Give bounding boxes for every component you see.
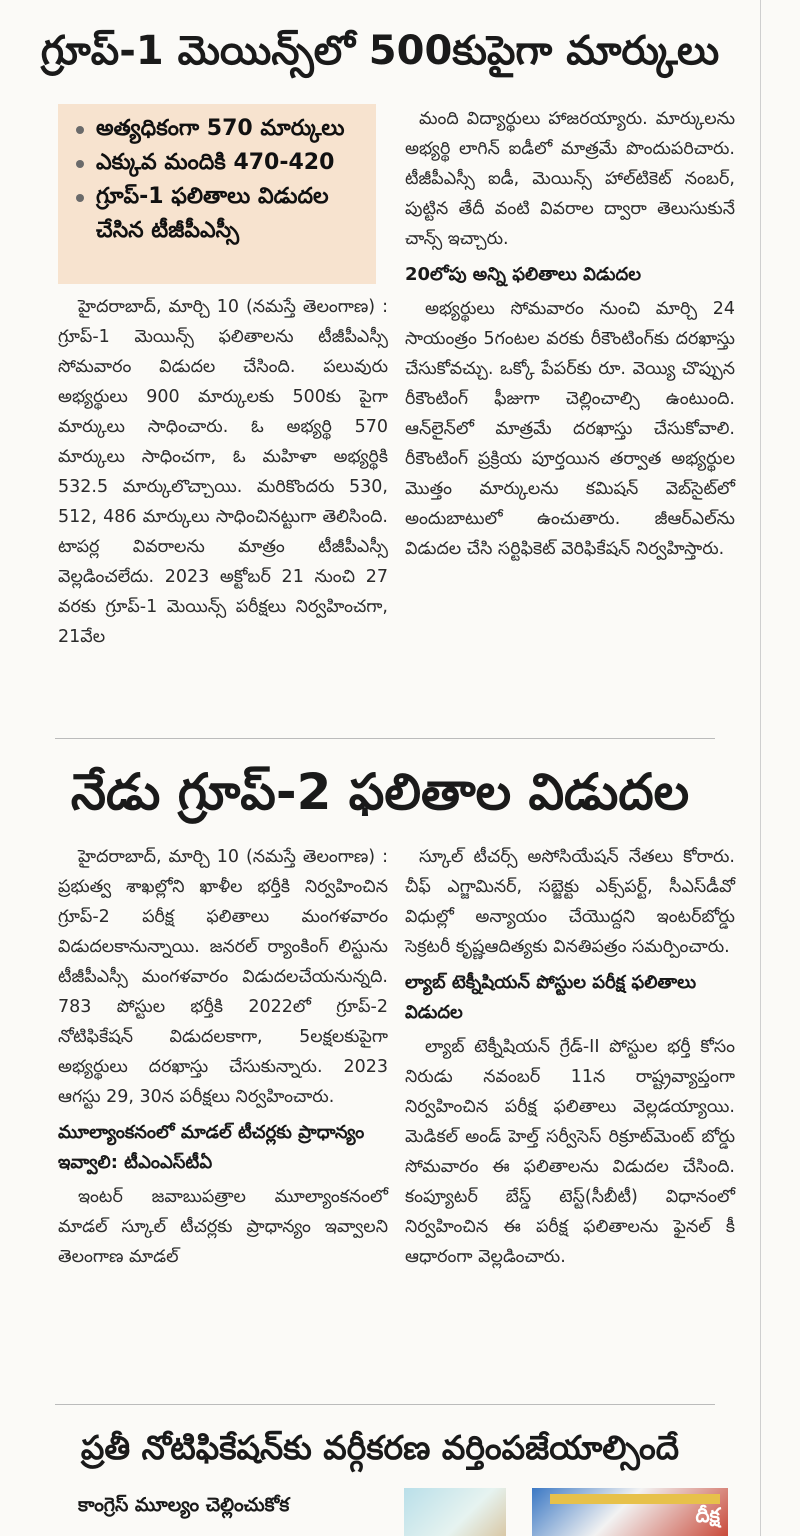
news-photo-2 — [532, 1488, 728, 1536]
bullet-icon — [76, 160, 84, 168]
news-photo-1 — [404, 1488, 506, 1536]
article2-right-paragraph-1: స్కూల్ టీచర్స్ అసోసియేషన్ నేతలు కోరారు. చీఫ్ ఎగ్జామినర్, సబ్జెక్టు ఎక్స్‌పర్ట్, సీఎస్‌డీవో విధుల్లో అన్యాయం చేయొద్దని ఇంటర్‌బోర్డు సెక్రటరీ కృష్ణఆదిత్యకు వినతిపత్రం సమర్పించారు. — [405, 847, 735, 957]
highlight-item — [74, 146, 366, 180]
article2-right-paragraph-2: ల్యాబ్ టెక్నీషియన్ గ్రేడ్-II పోస్టుల భర్తీ కోసం నిరుడు నవంబర్ 11న రాష్ట్రవ్యాప్తంగా నిర్వహించిన పరీక్ష ఫలితాలు వెల్లడయ్యాయి. మెడికల్ అండ్ హెల్త్ సర్వీసెస్ రిక్రూట్‌మెంట్ బోర్డు సోమవారం ఈ ఫలితాలను విడుదల చేసింది. కంప్యూటర్ బేస్డ్ టెస్ట్(సీబీటీ) విధానంలో నిర్వహించిన ఈ పరీక్ష ఫలితాలను ఫైనల్ కీ ఆధారంగా వెల్లడించారు. — [405, 1037, 735, 1267]
highlight-text: అత్యధికంగా 570 మార్కులు — [96, 116, 345, 141]
article2-left-paragraph-2: ఇంటర్ జవాబుపత్రాల మూల్యాంకనంలో మాడల్ స్కూల్ టీచర్లకు ప్రాధాన్యం ఇవ్వాలని తెలంగాణ మాడల్ — [58, 1187, 388, 1267]
article3-snippet: కాంగ్రెస్ మూల్యం చెల్లించుకోక — [78, 1494, 290, 1516]
bullet-icon — [76, 194, 84, 202]
article3-headline: ప్రతీ నోటిఫికేషన్‌కు వర్గీకరణ వర్తింపజేయాల్సిందే — [80, 1428, 680, 1467]
article1-left-column — [58, 292, 388, 652]
highlights-list — [74, 112, 366, 248]
highlight-item — [74, 180, 366, 248]
article1-right-paragraph-2: అభ్యర్థులు సోమవారం నుంచి మార్చి 24 సాయంత్రం 5గంటల వరకు రీకౌంటింగ్‌కు దరఖాస్తు చేసుకోవచ్చు. ఒక్కో పేపర్‌కు రూ. వెయ్యి చొప్పున రీకౌంటింగ్ ఫీజుగా చెల్లించాల్సి ఉంటుంది. ఆన్‌లైన్‌లో మాత్రమే దరఖాస్తు చేసుకోవాలి. రీకౌంటింగ్ ప్రక్రియ పూర్తయిన తర్వాత అభ్యర్థుల మొత్తం మార్కులను కమిషన్ వెబ్‌సైట్‌లో అందుబాటులో ఉంచుతారు. జీఆర్‌ఎల్‌ను విడుదల చేసి సర్టిఫికెట్ వెరిఫికేషన్ నిర్వహిస్తారు. — [405, 299, 735, 559]
article2-left-column — [58, 842, 388, 1272]
highlight-item — [74, 112, 366, 146]
divider-1 — [55, 738, 715, 739]
highlight-text: గ్రూప్-1 ఫలితాలు విడుదల చేసిన టీజీపీఎస్సీ — [96, 184, 329, 243]
article1-subhead: 20లోపు అన్ని ఫలితాలు విడుదల — [405, 264, 641, 285]
article2-left-paragraph-1: హైదరాబాద్, మార్చి 10 (నమస్తే తెలంగాణ) : ప్రభుత్వ శాఖల్లోని ఖాళీల భర్తీకి నిర్వహించిన గ్రూప్-2 పరీక్ష ఫలితాలు మంగళవారం విడుదలకానున్నాయి. జనరల్ ర్యాంకింగ్ లిస్టును టీజీపీఎస్సీ మంగళవారం విడుదలచేయనున్నది. 783 పోస్టుల భర్తీకి 2022లో గ్రూప్-2 నోటిఫికేషన్ విడుదలకాగా, 5లక్షలకుపైగా అభ్యర్థులు దరఖాస్తు చేసుకున్నారు. 2023 ఆగస్టు 29, 30న పరీక్షలు నిర్వహించారు. — [58, 847, 388, 1107]
article1-highlights-box — [58, 104, 376, 284]
photo-caption: దీక్ష — [695, 1503, 720, 1527]
divider-2 — [55, 1404, 715, 1405]
article1-right-column — [405, 104, 735, 564]
article1-right-paragraph-1: మంది విద్యార్థులు హాజరయ్యారు. మార్కులను అభ్యర్థి లాగిన్ ఐడీలో మాత్రమే పొందుపరిచారు. టీజీపీఎస్సీ ఐడీ, మెయిన్స్ హాల్‌టికెట్ నంబర్, పుట్టిన తేదీ వంటి వివరాల ద్వారా తెలుసుకునే చాన్స్ ఇచ్చారు. — [405, 109, 735, 249]
article2-right-column — [405, 842, 735, 1272]
highlight-text: ఎక్కువ మందికి 470-420 — [96, 150, 335, 175]
bullet-icon — [76, 126, 84, 134]
article2-subhead-2: ల్యాబ్ టెక్నీషియన్ పోస్టుల పరీక్ష ఫలితాలు విడుదల — [405, 972, 697, 1023]
article2-headline: నేడు గ్రూప్-2 ఫలితాల విడుదల — [70, 763, 690, 821]
article2-subhead-1: మూల్యాంకనంలో మాడల్ టీచర్లకు ప్రాధాన్యం ఇవ్వాలి: టీఎంఎస్‌టీఏ — [58, 1122, 365, 1173]
article1-headline: గ్రూప్-1 మెయిన్స్‌లో 500కుపైగా మార్కులు — [40, 28, 720, 74]
article1-left-paragraph: హైదరాబాద్, మార్చి 10 (నమస్తే తెలంగాణ) : గ్రూప్-1 మెయిన్స్ ఫలితాలను టీజీపీఎస్సీ సోమవారం విడుదల చేసింది. పలువురు అభ్యర్థులు 900 మార్కులకు 500కు పైగా మార్కులు సాధించారు. ఓ అభ్యర్థి 570 మార్కులు సాధించగా, ఓ మహిళా అభ్యర్థికి 532.5 మార్కులొచ్చాయి. మరికొందరు 530, 512, 486 మార్కులు సాధించినట్టుగా తెలిసింది. టాపర్ల వివరాలను మాత్రం టీజీపీఎస్సీ వెల్లడించలేదు. 2023 అక్టోబర్ 21 నుంచి 27 వరకు గ్రూప్-1 మెయిన్స్ పరీక్షలు నిర్వహించగా, 21వేల — [58, 297, 388, 647]
